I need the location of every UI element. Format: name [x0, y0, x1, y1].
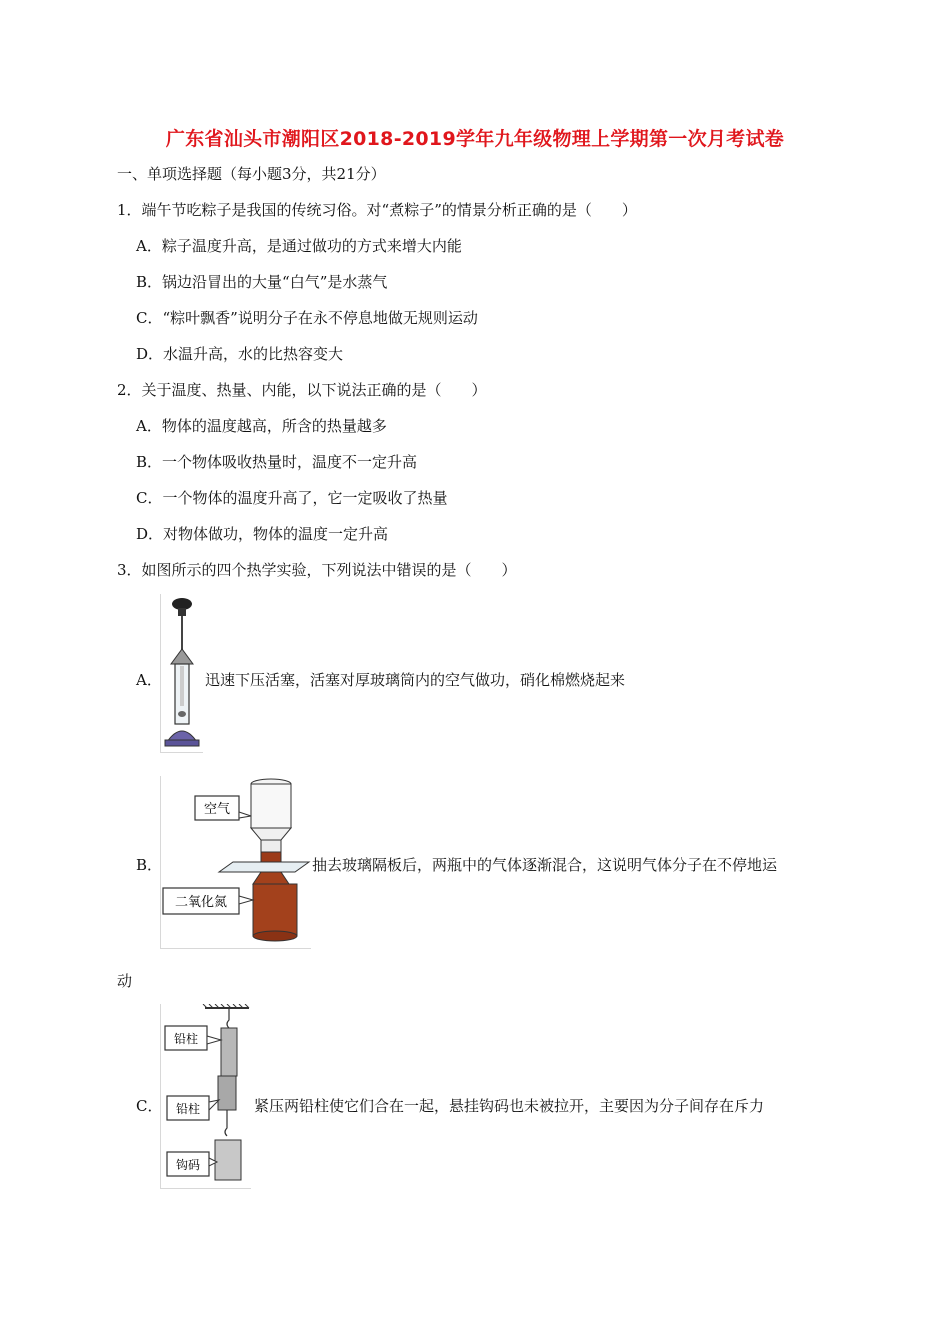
question-1-option-a: A．粽子温度升高，是通过做功的方式来增大内能	[136, 237, 462, 255]
section-heading: 一、单项选择题（每小题3分，共21分）	[117, 165, 386, 183]
page-title: 广东省汕头市潮阳区2018-2019学年九年级物理上学期第一次月考试卷	[165, 128, 785, 150]
label-lead-1: 铅柱	[173, 1032, 199, 1046]
question-1-stem: 1．端午节吃粽子是我国的传统习俗。对“煮粽子”的情景分析正确的是（ ）	[117, 201, 637, 219]
question-2-stem: 2．关于温度、热量、内能，以下说法正确的是（ ）	[117, 381, 487, 399]
label-air: 空气	[203, 802, 231, 817]
question-3-option-a-text: 迅速下压活塞，活塞对厚玻璃筒内的空气做功，硝化棉燃烧起来	[205, 671, 626, 689]
question-1-option-d: D．水温升高，水的比热容变大	[136, 345, 344, 363]
label-lead-2: 铅柱	[175, 1102, 201, 1116]
question-3-option-b-letter: B．	[136, 856, 163, 874]
gas-diffusion-figure	[160, 776, 311, 949]
question-2-option-c: C．一个物体的温度升高了，它一定吸收了热量	[136, 489, 448, 507]
label-weight: 钩码	[175, 1158, 201, 1172]
question-3-option-b-wrap: 动	[117, 972, 133, 990]
question-2-option-a: A．物体的温度越高，所含的热量越多	[136, 417, 387, 435]
question-2-option-d: D．对物体做功，物体的温度一定升高	[136, 525, 389, 543]
question-3-option-c-letter: C．	[136, 1097, 163, 1115]
question-2-option-b: B．一个物体吸收热量时，温度不一定升高	[136, 453, 418, 471]
lead-cylinders-figure	[160, 1004, 251, 1189]
question-1-option-b: B．锅边沿冒出的大量“白气”是水蒸气	[136, 273, 388, 291]
question-3-stem: 3．如图所示的四个热学实验，下列说法中错误的是（ ）	[117, 561, 517, 579]
label-nitrogen-dioxide: 二氧化氮	[174, 895, 228, 910]
question-1-option-c: C．“粽叶飘香”说明分子在永不停息地做无规则运动	[136, 309, 478, 327]
question-3-option-c-text: 紧压两铅柱使它们合在一起，悬挂钩码也未被拉开，主要因为分子间存在斥力	[254, 1097, 765, 1115]
question-3-option-b-text: 抽去玻璃隔板后，两瓶中的气体逐渐混合，这说明气体分子在不停地运	[312, 856, 778, 874]
piston-cylinder-figure	[160, 594, 203, 753]
question-3-option-a-letter: A．	[136, 671, 162, 689]
